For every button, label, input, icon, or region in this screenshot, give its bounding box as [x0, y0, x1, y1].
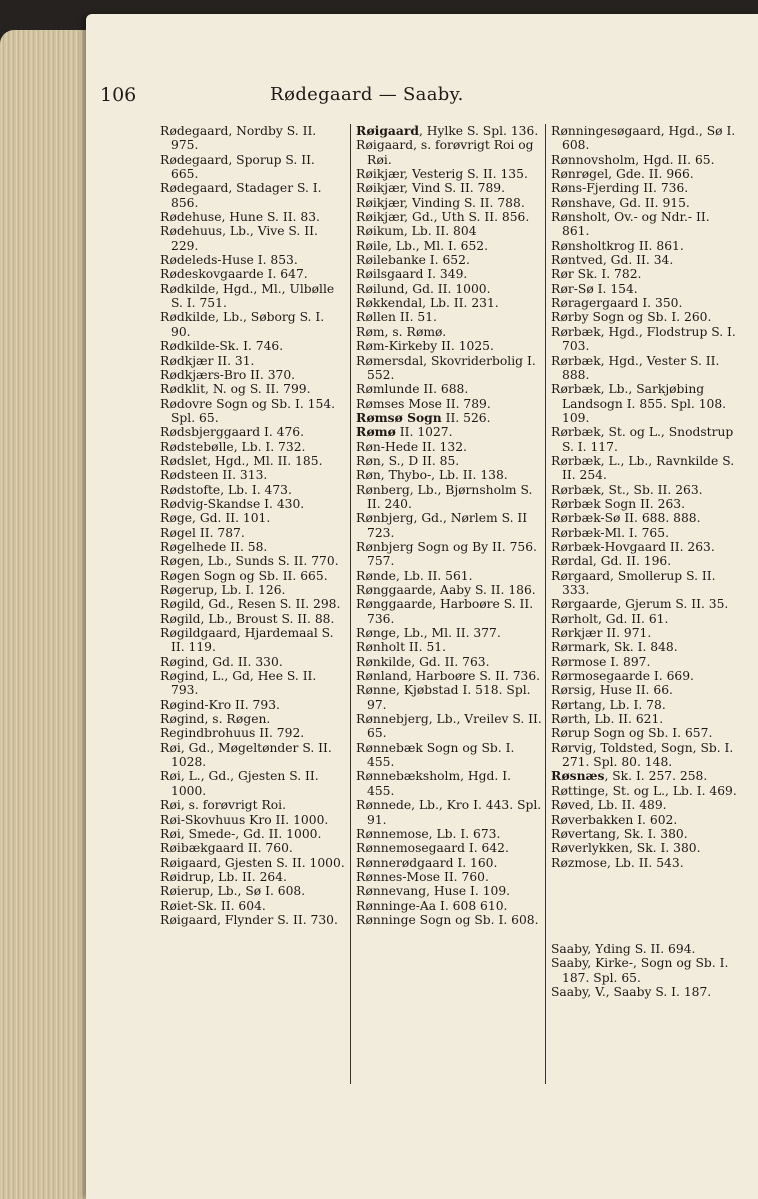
section-gap — [551, 870, 737, 942]
index-entry: Røgild, Gd., Resen S. II. 298. — [160, 597, 341, 612]
index-entry: Rønsholt, Ov.- og Ndr.- II. 861. — [551, 210, 710, 239]
index-entry: Røilsgaard I. 349. — [356, 267, 468, 282]
index-entry: Røi, L., Gd., Gjesten S. II. 1000. — [160, 769, 319, 798]
index-column-2 — [356, 124, 542, 927]
index-entry: Rødstebølle, Lb. I. 732. — [160, 439, 306, 454]
index-entry: Rørgaard, Smollerup S. II. 333. — [551, 568, 716, 597]
index-entry: Røgind, s. Røgen. — [160, 712, 271, 727]
index-entry: Rønninge Sogn og Sb. I. 608. — [356, 912, 539, 927]
index-entry: Røttinge, St. og L., Lb. I. 469. — [551, 783, 737, 798]
index-entry: Røilund, Gd. II. 1000. — [356, 281, 491, 296]
index-entry: Røllen II. 51. — [356, 310, 437, 325]
index-entry: Rønnebæksholm, Hgd. I. 455. — [356, 769, 511, 798]
index-entry: Røn-Hede II. 132. — [356, 439, 467, 454]
index-entry: Rørbæk-Sø II. 688. 888. — [551, 511, 701, 526]
index-entry: Røibækgaard II. 760. — [160, 841, 293, 856]
index-entry: Rønbjerg Sogn og By II. 756. 757. — [356, 539, 537, 569]
index-column-3 — [551, 124, 737, 999]
index-entry: Rørbæk, Hgd., Vester S. II. 888. — [551, 353, 720, 382]
index-entry: Rønnevang, Huse I. 109. — [356, 884, 511, 899]
index-entry: Rønde, Lb. II. 561. — [356, 568, 473, 583]
index-entry: Røilebanke I. 652. — [356, 253, 470, 268]
index-entry: Rømlunde II. 688. — [356, 382, 469, 397]
index-entry: Saaby, V., Saaby S. I. 187. — [551, 984, 712, 999]
index-entry: Rønkilde, Gd. II. 763. — [356, 654, 490, 669]
index-entry: Røikum, Lb. II. 804 — [356, 224, 477, 239]
index-entry: Rørmark, Sk. I. 848. — [551, 640, 678, 655]
book-page-edges — [0, 30, 92, 1199]
index-entry: Røgerup, Lb. I. 126. — [160, 583, 286, 597]
index-entry: Rønningesøgaard, Hgd., Sø I. 608. — [551, 124, 736, 153]
index-entry: Røzmose, Lb. II. 543. — [551, 855, 684, 870]
index-entry: Rønne, Kjøbstad I. 518. Spl. 97. — [356, 683, 531, 712]
index-entry: Rørdal, Gd. II. 196. — [551, 554, 672, 569]
index-entry: Røverbakken I. 602. — [551, 812, 678, 827]
index-entry: Røragergaard I. 350. — [551, 296, 683, 311]
index-entry: Røgild, Lb., Broust S. II. 88. — [160, 611, 335, 626]
index-entry: Røgelhede II. 58. — [160, 539, 268, 554]
index-entry: Rør Sk. I. 782. — [551, 267, 642, 282]
index-entry: Rønnes-Mose II. 760. — [356, 869, 489, 884]
index-entry: Røgen Sogn og Sb. II. 665. — [160, 568, 328, 583]
index-entry: Røsnæs, Sk. I. 257. 258. — [551, 768, 708, 784]
index-entry: Rødeleds-Huse I. 853. — [160, 253, 298, 268]
index-entry: Rørbæk, L., Lb., Ravnkilde S. II. 254. — [551, 453, 735, 483]
index-entry: Rørgaarde, Gjerum S. II. 35. — [551, 597, 729, 612]
index-entry: Røgildgaard, Hjardemaal S. II. 119. — [160, 626, 334, 655]
index-entry: Rørby Sogn og Sb. I. 260. — [551, 310, 712, 325]
index-entry: Rømersdal, Skovriderbolig I. 552. — [356, 353, 536, 382]
index-entry: Rørbæk, Hgd., Flodstrup S. I. 703. — [551, 324, 736, 354]
index-entry: Rørbæk-Hovgaard II. 263. — [551, 539, 715, 554]
index-entry: Rødegaard, Nordby S. II. 975. — [160, 124, 317, 153]
index-entry: Røm-Kirkeby II. 1025. — [356, 339, 494, 354]
index-entry: Rønland, Harboøre S. II. 736. — [356, 669, 541, 684]
index-entry: Rønge, Lb., Ml. II. 377. — [356, 626, 501, 641]
index-entry: Røgind, L., Gd, Hee S. II. 793. — [160, 669, 317, 698]
index-entry: Rørbæk Sogn II. 263. — [551, 496, 685, 511]
index-entry: Rørbæk, St., Sb. II. 263. — [551, 482, 703, 497]
index-entry: Regindbrohuus II. 792. — [160, 726, 305, 741]
index-entry: Rødslet, Hgd., Ml. II. 185. — [160, 453, 323, 468]
index-entry: Rødsbjerggaard I. 476. — [160, 425, 305, 440]
index-entry: Rødstofte, Lb. I. 473. — [160, 482, 292, 497]
index-entry: Røi, Gd., Møgeltønder S. II. 1028. — [160, 740, 332, 770]
index-entry: Røi-Skovhuus Kro II. 1000. — [160, 812, 329, 827]
index-entry: Rødkilde, Hgd., Ml., Ulbølle S. I. 751. — [160, 281, 335, 311]
index-entry: Rødsteen II. 313. — [160, 468, 268, 483]
index-entry: Rømø II. 1027. — [356, 424, 453, 440]
index-entry: Rønbjerg, Gd., Nørlem S. II 723. — [356, 511, 528, 540]
index-entry: Rødkilde-Sk. I. 746. — [160, 339, 284, 354]
index-entry: Saaby, Yding S. II. 694. — [551, 941, 696, 956]
index-column-1 — [160, 124, 346, 927]
index-entry: Rør-Sø I. 154. — [551, 281, 638, 296]
index-entry: Rørbæk, Lb., Sarkjøbing Landsogn I. 855. Spl. 108. 109. — [551, 382, 727, 425]
index-entry: Røikjær, Gd., Uth S. II. 856. — [356, 210, 530, 225]
index-entry: Rønnemosegaard I. 642. — [356, 841, 509, 856]
index-entry: Rødehuse, Hune S. II. 83. — [160, 210, 320, 225]
index-entry: Saaby, Kirke-, Sogn og Sb. I. 187. Spl. 65. — [551, 956, 729, 985]
index-entry: Røvertang, Sk. I. 380. — [551, 826, 688, 841]
index-entry: Rørmosegaarde I. 669. — [551, 669, 694, 684]
index-entry: Røierup, Lb., Sø I. 608. — [160, 884, 306, 899]
index-entry: Rønberg, Lb., Bjørnsholm S. II. 240. — [356, 482, 533, 511]
index-entry: Rørvig, Toldsted, Sogn, Sb. I. 271. Spl. 80. 148. — [551, 740, 734, 770]
index-entry: Røikjær, Vesterig S. II. 135. — [356, 167, 528, 182]
index-entry: Rødkjærs-Bro II. 370. — [160, 367, 296, 382]
index-entry: Rørsig, Huse II. 66. — [551, 683, 673, 698]
index-entry: Rønninge-Aa I. 608 610. — [356, 898, 508, 913]
index-entry: Røgel II. 787. — [160, 525, 245, 540]
index-entry: Røiet-Sk. II. 604. — [160, 898, 266, 913]
index-entry: Rørup Sogn og Sb. I. 657. — [551, 726, 713, 741]
index-entry: Røigaard, s. forøvrigt Roi og Røi. — [356, 138, 534, 167]
index-entry: Rørbæk-Ml. I. 765. — [551, 525, 669, 540]
index-entry: Rødegaard, Stadager S. I. 856. — [160, 181, 322, 210]
index-entry: Røgen, Lb., Sunds S. II. 770. — [160, 554, 339, 569]
column-rule — [545, 124, 546, 1084]
index-entry: Rørkjær II. 971. — [551, 626, 652, 641]
index-entry: Rørmose I. 897. — [551, 654, 651, 669]
index-entry: Rønnerødgaard I. 160. — [356, 855, 498, 870]
index-entry: Rønholt II. 51. — [356, 640, 447, 655]
index-entry: Røigaard, Flynder S. II. 730. — [160, 912, 338, 927]
page-number: 106 — [100, 84, 137, 106]
running-head: Rødegaard — Saaby. — [270, 84, 464, 105]
index-entry: Rønsholtkrog II. 861. — [551, 238, 684, 253]
index-entry: Røved, Lb. II. 489. — [551, 798, 667, 813]
column-rule — [350, 124, 351, 1084]
index-entry: Røntved, Gd. II. 34. — [551, 253, 674, 268]
index-entry: Rødkilde, Lb., Søborg S. I. 90. — [160, 310, 325, 339]
index-entry: Røi, Smede-, Gd. II. 1000. — [160, 826, 322, 841]
index-entry: Rødkjær II. 31. — [160, 353, 255, 368]
index-entry: Røgind-Kro II. 793. — [160, 697, 280, 712]
index-entry: Rødehuus, Lb., Vive S. II. 229. — [160, 224, 318, 253]
index-entry: Rødeskovgaarde I. 647. — [160, 267, 308, 282]
index-entry: Rønrøgel, Gde. II. 966. — [551, 167, 694, 182]
index-entry: Røns-Fjerding II. 736. — [551, 181, 689, 196]
index-entry: Røge, Gd. II. 101. — [160, 511, 271, 526]
index-entry: Røidrup, Lb. II. 264. — [160, 869, 287, 884]
index-entry: Røn, S., D II. 85. — [356, 453, 460, 468]
index-entry: Røigaard, Hylke S. Spl. 136. — [356, 123, 539, 138]
index-entry: Rønggaarde, Harboøre S. II. 736. — [356, 597, 534, 626]
index-entry: Rønnede, Lb., Kro I. 443. Spl. 91. — [356, 798, 542, 827]
index-entry: Rødvig-Skandse I. 430. — [160, 496, 305, 511]
index-entry: Rørth, Lb. II. 621. — [551, 712, 664, 727]
index-entry: Rødegaard, Sporup S. II. 665. — [160, 152, 315, 182]
index-entry: Røile, Lb., Ml. I. 652. — [356, 238, 489, 253]
index-entry: Rømsø Sogn II. 526. — [356, 409, 491, 425]
index-entry: Røigaard, Gjesten S. II. 1000. — [160, 855, 345, 870]
index-entry: Røgind, Gd. II. 330. — [160, 654, 283, 669]
index-entry: Rønnebjerg, Lb., Vreilev S. II. 65. — [356, 712, 542, 741]
index-entry: Røi, s. forøvrigt Roi. — [160, 798, 286, 813]
index-entry: Rørtang, Lb. I. 78. — [551, 697, 666, 712]
index-entry: Rødovre Sogn og Sb. I. 154. Spl. 65. — [160, 396, 336, 425]
index-entry: Røikjær, Vind S. II. 789. — [356, 181, 506, 196]
index-entry: Rønnemose, Lb. I. 673. — [356, 826, 501, 841]
index-entry: Rønshave, Gd. II. 915. — [551, 195, 690, 210]
index-entry: Rønnovsholm, Hgd. II. 65. — [551, 152, 715, 167]
index-entry: Røn, Thybo-, Lb. II. 138. — [356, 468, 508, 483]
index-entry: Røm, s. Rømø. — [356, 324, 447, 339]
index-entry: Røverlykken, Sk. I. 380. — [551, 841, 701, 856]
index-entry: Røikjær, Vinding S. II. 788. — [356, 195, 525, 210]
index-entry: Rømses Mose II. 789. — [356, 396, 491, 411]
index-entry: Røkkendal, Lb. II. 231. — [356, 296, 499, 311]
index-entry: Rønnebæk Sogn og Sb. I. 455. — [356, 740, 515, 770]
index-entry: Rønggaarde, Aaby S. II. 186. — [356, 583, 536, 597]
index-entry: Rødklit, N. og S. II. 799. — [160, 382, 311, 397]
page-header — [100, 84, 546, 110]
index-entry: Rørholt, Gd. II. 61. — [551, 611, 669, 626]
index-entry: Rørbæk, St. og L., Snodstrup S. I. 117. — [551, 425, 734, 454]
